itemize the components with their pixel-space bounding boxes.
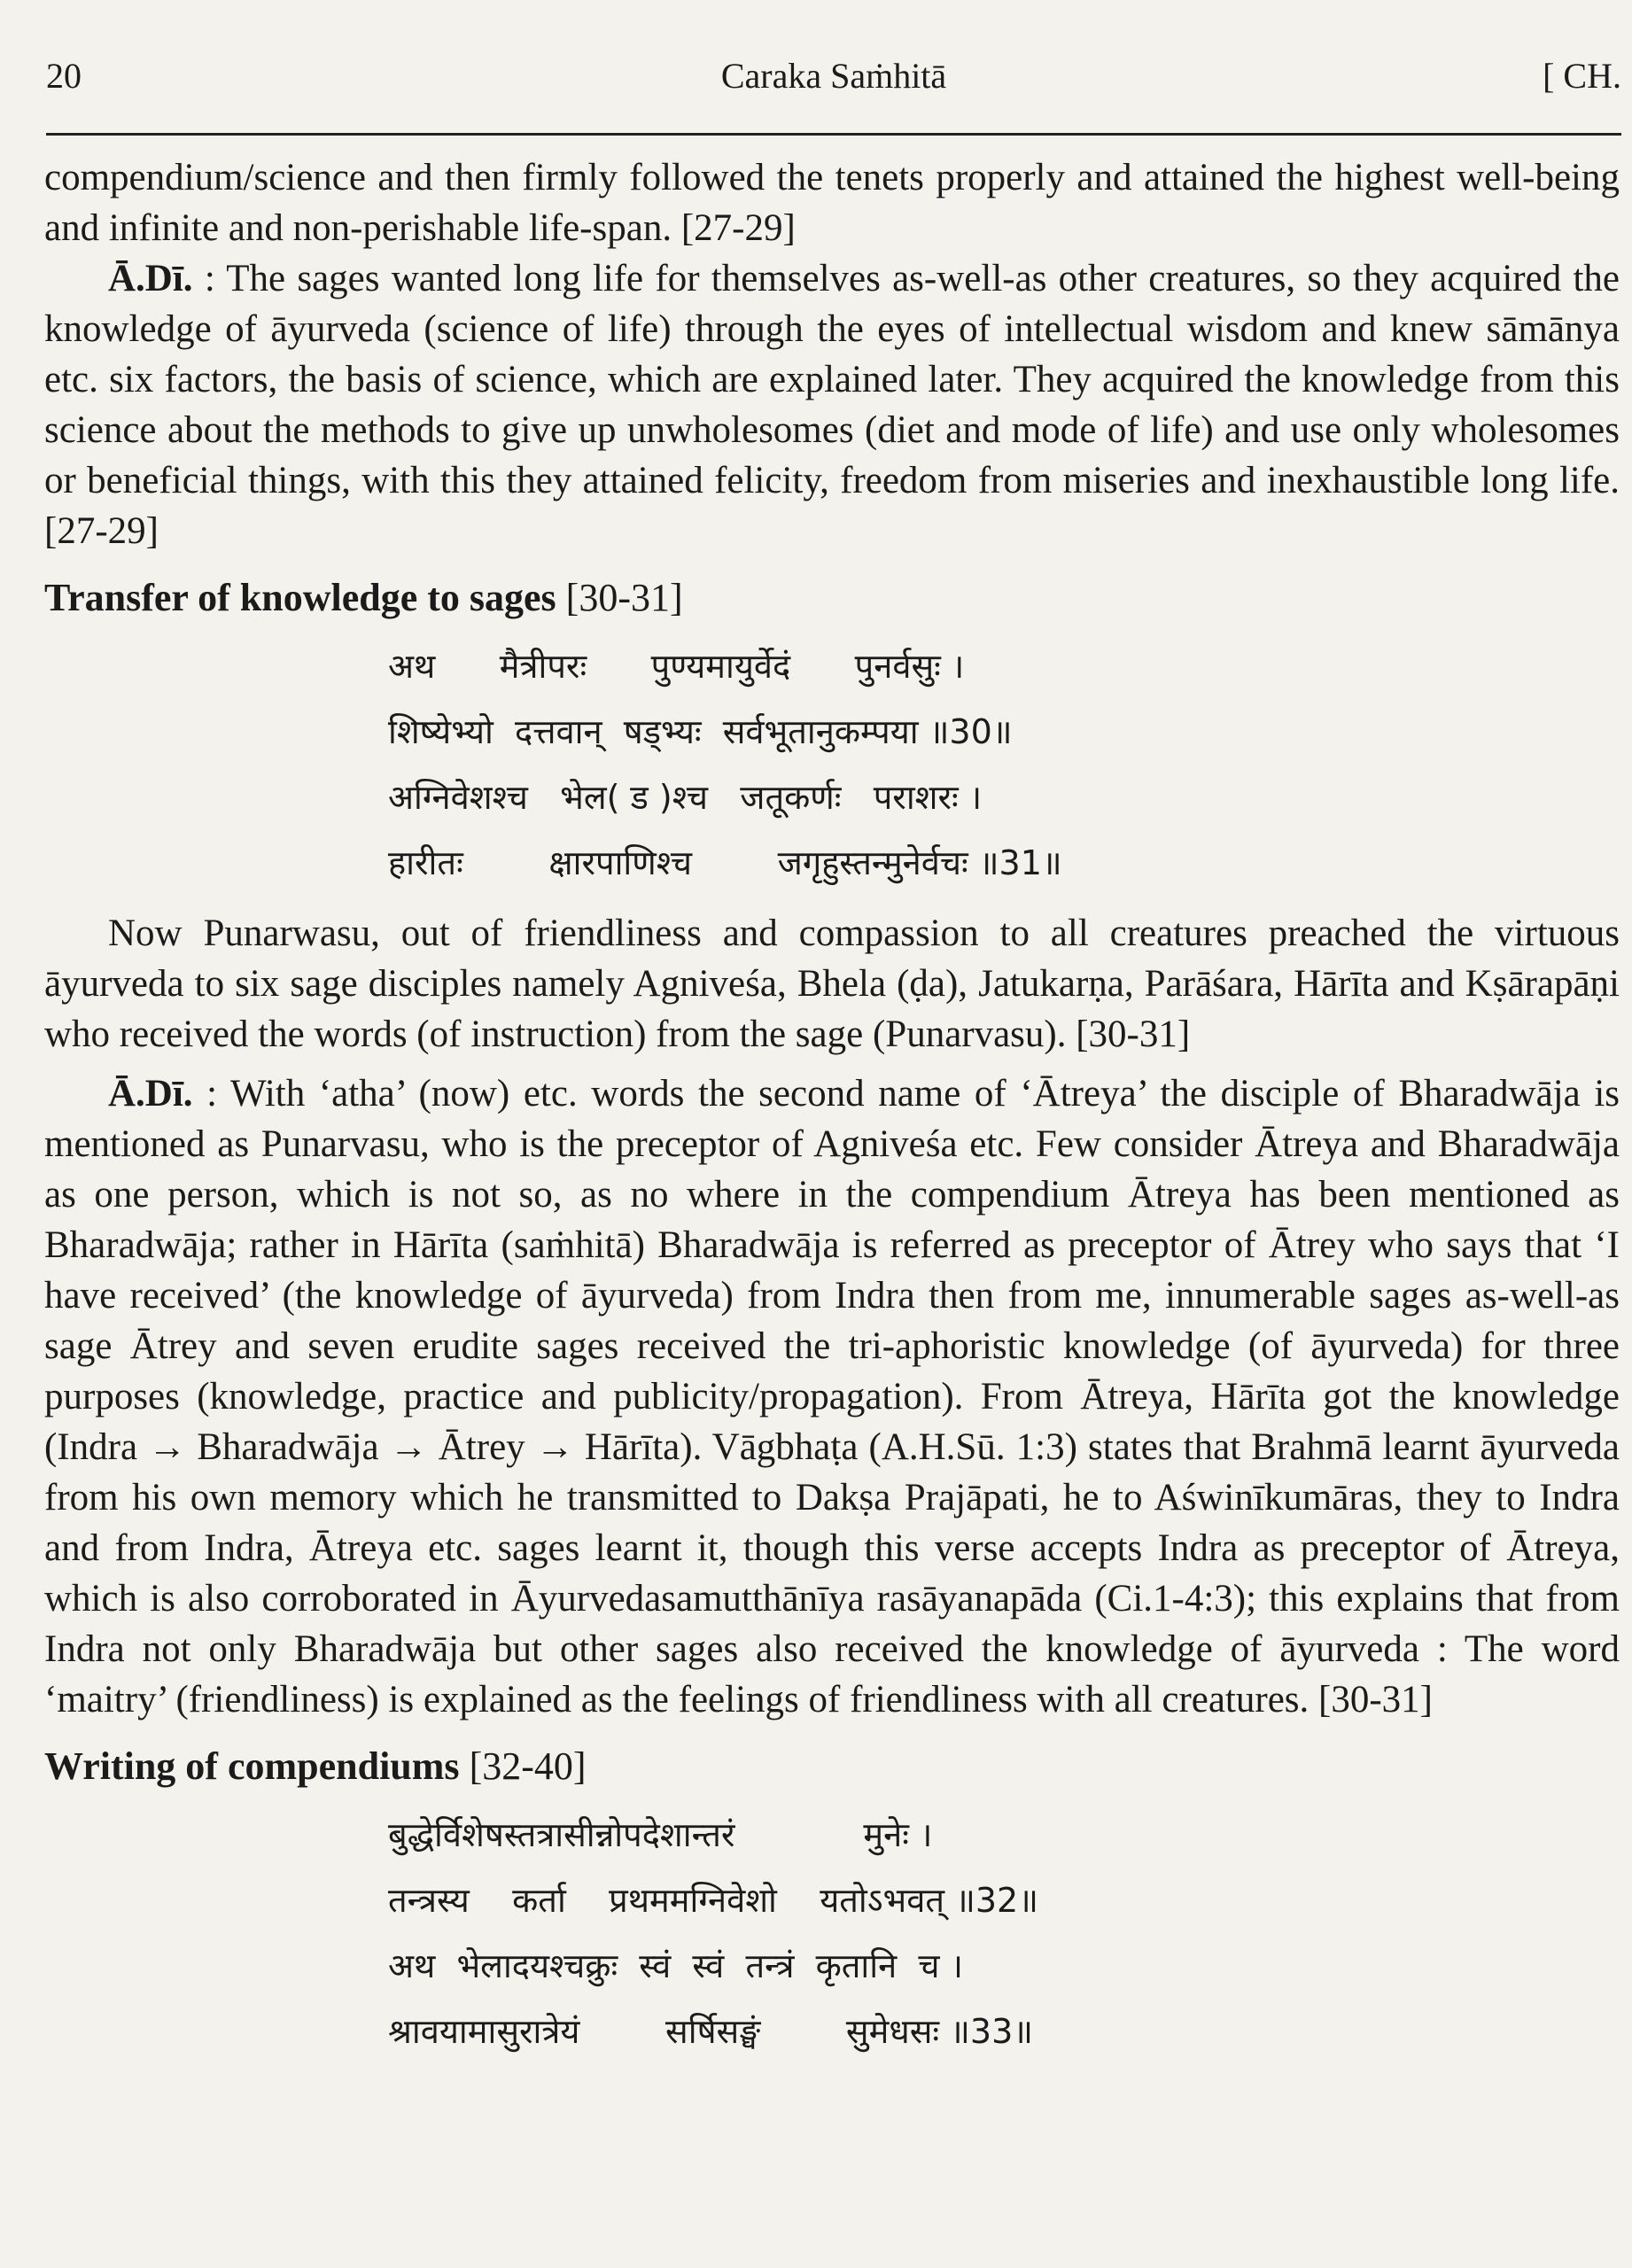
running-header xyxy=(46,55,1621,108)
heading-title: Transfer of knowledge to sages xyxy=(44,576,556,619)
verse-line: हारीतः क्षारपाणिश्च जगृहुस्तन्मुनेर्वचः ॥31॥ xyxy=(388,843,1062,882)
book-title: Caraka Saṁhitā xyxy=(720,56,947,96)
page-body xyxy=(44,152,1620,2077)
verse-line: अग्निवेशश्च भेल( ड )श्च जतूकर्णः पराशरः । xyxy=(388,778,983,817)
heading-ref: [30-31] xyxy=(565,576,683,619)
verse-line: अथ मैत्रीपरः पुण्यमायुर्वेदं पुनर्वसुः । xyxy=(388,647,965,686)
heading-ref: [32-40] xyxy=(469,1744,587,1788)
sanskrit-verse-30-31 xyxy=(388,633,1620,896)
verse-line: श्रावयामासुरात्रेयं सर्षिसङ्घं सुमेधसः ॥33॥ xyxy=(388,2012,1034,2051)
section-heading-writing xyxy=(44,1741,1620,1791)
paragraph-continued: compendium/science and then firmly followed the tenets properly and attained the highest well-being and infinite and non-perishable life-span. [27-29] xyxy=(44,157,1620,249)
header-rule xyxy=(46,133,1621,136)
verse-line: तन्त्रस्य कर्ता प्रथममग्निवेशो यतोऽभवत् ॥32॥ xyxy=(388,1881,1038,1920)
commentary-text: : With ‘atha’ (now) etc. words the second name of ‘Ātreya’ the disciple of Bharadwāja is mentioned as Punarvasu, who is the preceptor of Agniveśa etc. Few consider Ātreya and Bharadwāja as one person, which is not so, as no where in the compendium Ātreya has been mentioned as Bharadwāja; rather in Hārīta (saṁhitā) Bharadwāja is referred as preceptor of Ātrey who says that ‘I have received’ (the knowledge of āyurveda) from Indra then from me, innumerable sages as-well-as sage Ātrey and seven erudite sages received the tri-aphoristic knowledge (of āyurveda) for three purposes (knowledge, practice and publicity/propagation). From Ātreya, Hārīta got the knowledge (Indra → Bharadwāja → Ātrey → Hārīta). Vāgbhaṭa (A.H.Sū. 1:3) states that Brahmā learnt āyurveda from his own memory which he transmitted to Dakṣa Prajāpati, he to Aświnīkumāras, they to Indra and from Indra, Ātreya etc. sages learnt it, though this verse accepts Indra as preceptor of Ātreya, which is also corroborated in Āyurvedasamutthānīya rasāyanapāda (Ci.1-4:3); this explains that from Indra not only Bharadwāja but other sages also received the knowledge of āyurveda : The word ‘maitry’ (friendliness) is explained as the feelings of friendliness with all creatures. [30-31] xyxy=(44,1073,1620,1720)
heading-title: Writing of compendiums xyxy=(44,1744,460,1788)
commentary-paragraph-1 xyxy=(44,253,1620,556)
commentary-text: : The sages wanted long life for themselves as-well-as other creatures, so they acquired the knowledge of āyurveda (science of life) through the eyes of intellectual wisdom and knew sāmānya etc. six factors, the basis of science, which are explained later. They acquired the knowledge from this science about the methods to give up unwholesomes (diet and mode of life) and use only wholesomes or beneficial things, with this they attained felicity, freedom from miseries and inexhaustible long life. [27-29] xyxy=(44,258,1620,552)
chapter-marker: [ CH. xyxy=(1543,56,1621,96)
sanskrit-verse-32-33 xyxy=(388,1802,1620,2064)
translation-paragraph: Now Punarwasu, out of friendliness and compassion to all creatures preached the virtuous āyurveda to six sage disciples namely Agniveśa, Bhela (ḍa), Jatukarṇa, Parāśara, Hārīta and Kṣārapāṇi who received the words (of instruction) from the sage (Punarvasu). [30-31] xyxy=(44,913,1620,1055)
section-heading-transfer xyxy=(44,572,1620,623)
verse-line: बुद्धेर्विशेषस्तत्रासीन्नोपदेशान्तरं मुनेः । xyxy=(388,1815,933,1854)
commentary-abbr: Ā.Dī. xyxy=(108,1073,193,1115)
commentary-paragraph-2 xyxy=(44,1068,1620,1725)
commentary-abbr: Ā.Dī. xyxy=(108,258,193,299)
page-number: 20 xyxy=(46,56,82,96)
verse-line: शिष्येभ्यो दत्तवान् षड्भ्यः सर्वभूतानुकम्पया ॥30॥ xyxy=(388,712,1013,751)
verse-line: अथ भेलादयश्चक्रुः स्वं स्वं तन्त्रं कृतानि च । xyxy=(388,1946,963,1985)
